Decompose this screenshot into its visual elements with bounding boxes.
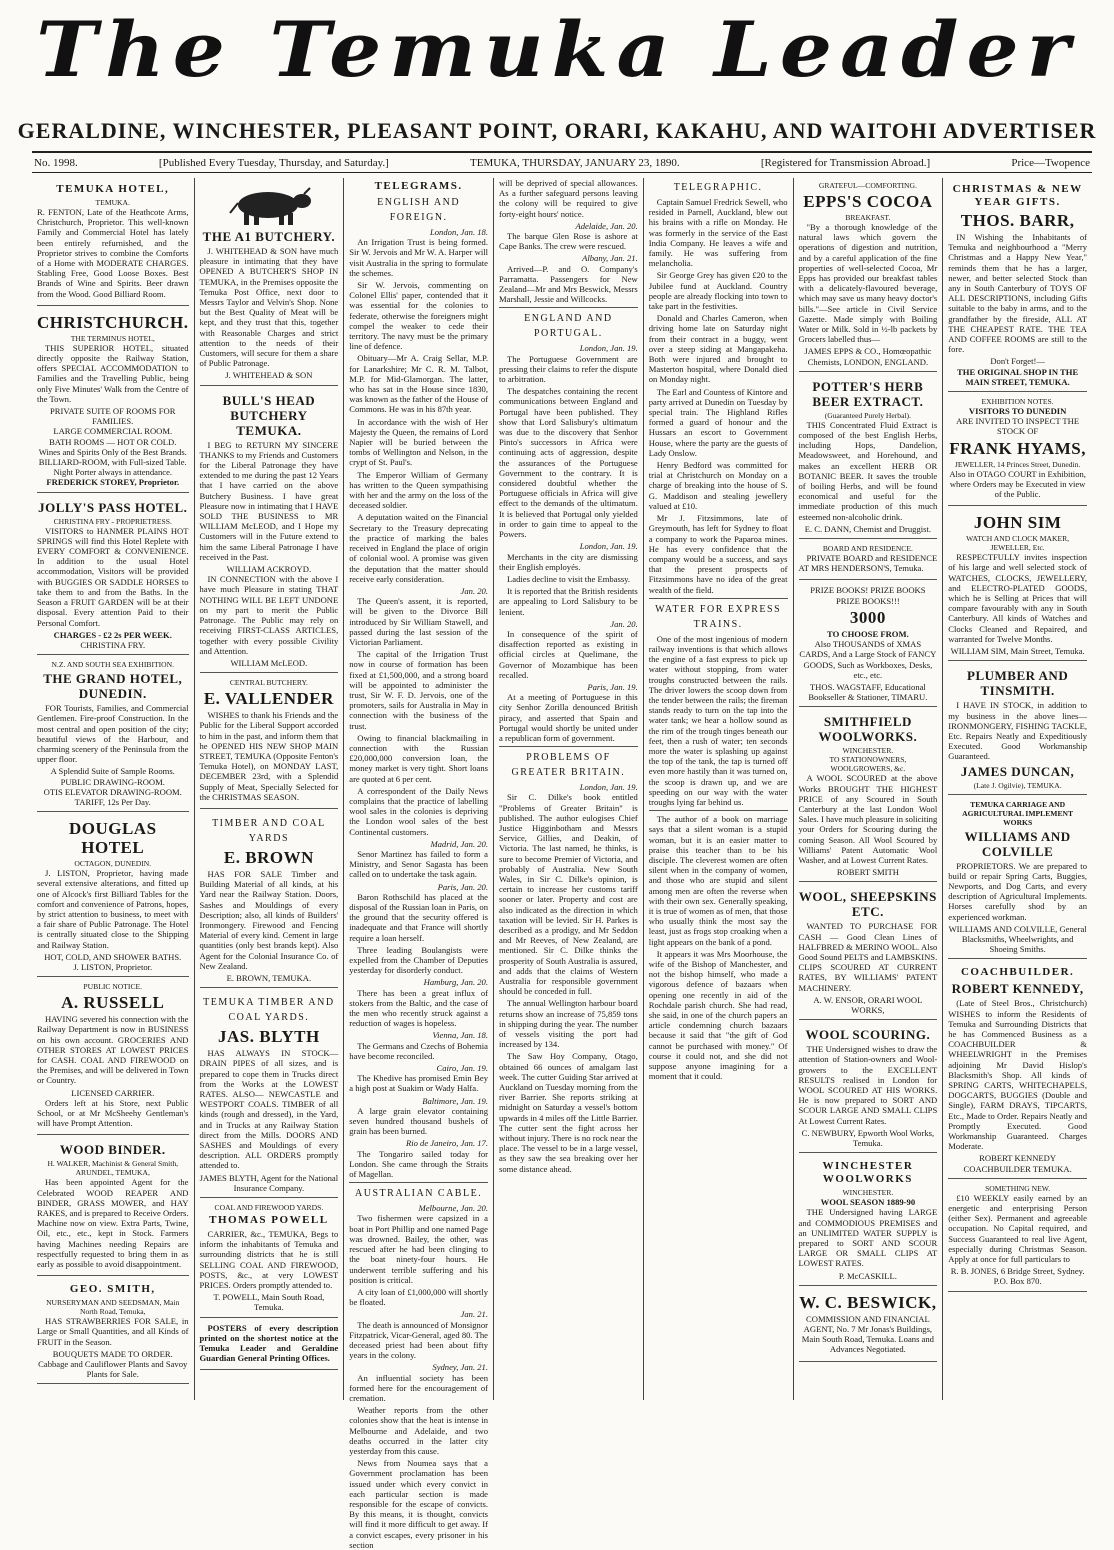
ad-signature: WILLIAMS AND COLVILLE, General Blacksmiths, Wheelwrights, and Shoeing Smiths.	[948, 923, 1087, 955]
ad-signature: C. NEWBURY, Epworth Wool Works, Temuka.	[801, 1127, 935, 1148]
paragraph: Senor Martinez has failed to form a Ministry, and Senor Sagasta has been called on to undertake the task again.	[349, 848, 488, 880]
ad-body: I HAVE IN STOCK, in addition to my business in the above lines—IRONMONGERY, FISHING TACKLE, Etc. Repairs Neatly and Expeditiously Executed. Good Workmanship Guaranteed.	[948, 700, 1087, 762]
ad-signature: E. C. DANN, Chemist and Druggist.	[804, 523, 932, 534]
newspaper-title: The Temuka Leader	[36, 5, 1078, 95]
ad-posters	[200, 1320, 339, 1371]
divider	[349, 1182, 488, 1183]
ad-thomas-powell	[200, 1200, 339, 1318]
paragraph: There has been a great influx of stokers from the Baltic, and the case of the men who recently struck against a reduction of wages is hopeless.	[349, 987, 488, 1029]
paragraph: The barque Glen Rose is ashore at Cape Banks. The crew were rescued.	[499, 231, 638, 252]
ad-robert-kennedy	[948, 961, 1087, 1178]
ad-subtitle: NURSERYMAN AND SEEDSMAN, Main North Road, Temuka,	[46, 1298, 180, 1317]
ad-title: JOLLY'S PASS HOTEL.	[38, 499, 188, 515]
ad-title: JAS. BLYTH	[218, 1027, 320, 1047]
ad-header: CHRISTMAS & NEW YEAR GIFTS.	[952, 183, 1083, 208]
ad-header: PRIZE BOOKS! PRIZE BOOKS PRIZE BOOKS!!!	[810, 585, 926, 606]
paragraph: Merchants in the city are dismissing their English employés.	[499, 551, 638, 572]
ad-board-residence	[799, 541, 938, 580]
ad-title: JOHN SIM	[973, 513, 1062, 533]
divider	[499, 307, 638, 308]
ad-header: COACHBUILDER.	[960, 966, 1075, 979]
ad-signature: A. W. ENSOR, ORARI WOOL WORKS,	[813, 994, 923, 1015]
ox-illustration-icon	[224, 183, 314, 227]
divider	[649, 810, 788, 811]
ad-body: THIS Concentrated Fluid Extract is composed of the best English Herbs, including Hops, Dandelion, Meadowsweet, and Horehound, and makes an excellent HERB OR BOTANIC BEER. It saves the trouble of boiling Herbs, and will be found economical and useful for the immediate production of this much esteemed non-alcoholic drink.	[798, 419, 938, 522]
ad-body: HAS STRAWBERRIES FOR SALE, in Large or Small Quantities, and all Kinds of FRUIT in the Season.	[37, 1316, 189, 1347]
ad-body: PRIVATE BOARD and RESIDENCE AT MRS HENDERSON'S, Temuka.	[798, 553, 938, 574]
ad-body: WANTED TO PURCHASE FOR CASH — Good Clean Lines of HALFBRED & MERINO WOOL. Also Good Sound PELTS and LAMBSKINS. CLIPS SCOURED AT CURRENT RATES, BY WILLIAMS' PATENT MACHINERY.	[798, 921, 938, 993]
ad-body: J. LISTON, Proprietor, having made several extensive alterations, and fitted up one of Alcock's first Billiard Tables for the comfort and convenience of Patrons, hopes, by strict attention to business, to meet with a fair share of Public Patronage. The Hotel is centrally situated close to the Shipping and Railway Station.	[37, 868, 189, 950]
ad-header: GRATEFUL—COMFORTING.	[818, 181, 917, 190]
ad-title: E. VALLENDER	[203, 689, 334, 709]
paragraph: Sir George Grey has given £20 to the Jubilee fund at Auckland. Country people are already flocking into town to take part in the festivities.	[648, 270, 788, 312]
paragraph: A correspondent of the Daily News complains that the practice of labelling wool sales in the colonies is depriving the London wool sales of the best Continental customers.	[349, 785, 488, 837]
paragraph: Captain Samuel Fredrick Sewell, who resided in Parnell, Auckland, blew out his brains with a rifle on Monday. He was formerly in the service of the East India Company. He leaves a wife and family. He was suffering from melancholia.	[648, 197, 788, 269]
ad-place: TEMUKA.	[95, 198, 130, 207]
dateline: London, Jan. 19.	[579, 541, 638, 552]
ad-body: IN Wishing the Inhabitants of Temuka and neighbourhood a "Merry Christmas and a Happy New Year," reminds them that he has a larger, newer, and better selected Stock than any in South Canterbury of TOYS OF ALL DESCRIPTIONS, including Gifts suitable to the baby in arms, and to the grandfather by the fireside, ALL AT THE CHEAPEST RATE. THE TEA AND COFFEE ROOMS are still to the fore.	[948, 232, 1087, 355]
ad-body: VISITORS to HANMER PLAINS HOT SPRINGS will find this Hotel Replete with EVERY COMFORT & CONVENIENCE. In addition to the usual Hotel accommodation, Visitors will be provided with BUGGIES OR SADDLE HORSES to take them to and from the Baths. In the Season a FRUIT GARDEN will be at their disposal. Every attention Paid to their Personal Comfort.	[37, 525, 189, 628]
ad-wool-scouring	[799, 1022, 938, 1153]
paragraph: One of the most ingenious of modern railway inventions is that which allows the engine of a fast express to pick up water without stopping, from water troughs constructed between the rails. The driver lowers the scoop down from the tender between the rails; the fireman stands ready to turn on the tap into the water tank; we hear a hollow sound as the rim of the trough tinges beneath our feet, then a rush of water; ten seconds more the water is splashing up against the top of the tank, the tap is turned off even more hastily than it was turned on, the scoop is drawn up, and we are speeding on our way with the water troughs lying far behind us.	[648, 633, 788, 807]
ad-signature: R. B. JONES, 6 Bridge Street, Sydney. P.O. Box 870.	[950, 1266, 1085, 1287]
ad-subtitle: (Guaranteed Purely Herbal).	[824, 410, 911, 420]
ad-title: WINCHESTER WOOLWORKS	[822, 1160, 914, 1186]
paragraph: The annual Wellington harbour board returns show an increase of 75,859 tons in shipping during the year. The number of vessels visiting the port had increased by 134.	[499, 998, 638, 1050]
ad-signature: P. McCASKILL.	[838, 1270, 897, 1281]
dateline: London, Jan. 18.	[429, 227, 488, 237]
ad-plumber	[948, 663, 1087, 794]
ad-title: WOOL SCOURING.	[805, 1027, 931, 1043]
newspaper-subtitle: GERALDINE, WINCHESTER, PLEASANT POINT, ORARI, KAKAHU, AND WAITOHI ADVERTISER	[17, 118, 1097, 143]
ad-header: PUBLIC NOTICE.	[83, 982, 143, 992]
paragraph: The Emperor William of Germany has written to the Queen sympathising with her and the army on the loss of the deceased soldier.	[349, 469, 488, 511]
ad-beswick	[799, 1288, 938, 1362]
paragraph: The Germans and Czechs of Bohemia have become reconciled.	[349, 1040, 488, 1061]
paragraph: The death is announced of Monsignor Fitzpatrick, Vicar-General, aged 80. The deceased priest had been about fifty years in the colony.	[349, 1319, 488, 1361]
ad-body: CARRIER, &c., TEMUKA, Begs to inform the inhabitants of Temuka and surrounding districts that he is still SELLING COAL AND FIREWOOD, POSTS, &c., at very LOWEST PRICES. Orders promptly attended to.	[199, 1229, 339, 1291]
ad-signature-note: (Late J. Ogilvie), TEMUKA.	[973, 780, 1062, 790]
paragraph: The capital of the Irrigation Trust now in course of formation has been fixed at £1,500,000, and a strong board will be appointed to administer the trust, Sir W. F. D. Jervois, one of the promoters, sails for Australia in May in connection with the business of the trust.	[349, 649, 488, 731]
ad-body: R. FENTON, Late of the Heathcote Arms, Christchurch, Proprietor. This well-known Family and Commercial Hotel has lately been entirely refurnished, and the Proprietor strives to combine the Comforts of a Home with MODERATE CHARGES. Stabling Free, Good Loose Boxes. Best Brands of Wine and Spirits. Beer drawn from the Wood. Good Billiard Room.	[37, 207, 189, 299]
ad-wool-sheepskins	[799, 884, 938, 1020]
dateline: Paris, Jan. 20.	[437, 881, 488, 892]
dateline: Madrid, Jan. 20.	[430, 838, 488, 849]
ad-smithfield-woolworks	[799, 709, 938, 882]
dateline: Sydney, Jan. 21.	[432, 1362, 488, 1373]
ad-title: THE GRAND HOTEL, DUNEDIN.	[43, 671, 183, 702]
ad-terminus-hotel	[37, 308, 189, 493]
column-4	[494, 178, 644, 1400]
publication-schedule: [Published Every Tuesday, Thursday, and Saturday.]	[158, 156, 389, 169]
ad-grand-hotel	[37, 657, 189, 812]
ad-body: WISHES to thank his Friends and the Public for the Liberal Support accorded to him in the past, and inform them that he OPENED HIS NEW SHOP MAIN STREET, TEMUKA (Opposite Fenton's Temuka Hotel), on MONDAY LAST, DECEMBER 23rd, with a Splendid Supply of Meat, Specially Selected for the CHRISTMAS SEASON.	[199, 710, 339, 802]
ad-title: THOS. BARR,	[960, 211, 1075, 230]
ad-body: Orders left at his Store, next Public School, or at Mr McSheehy Gentleman's will have Prompt Attention.	[37, 1097, 189, 1129]
paragraph: Three leading Boulangists were expelled from the Chamber of Deputies yesterday for disorderly conduct.	[349, 944, 488, 976]
ad-something-new	[948, 1181, 1087, 1292]
ad-line: PRIVATE SUITE OF ROOMS FOR FAMILIES.	[50, 406, 176, 427]
ad-line: PUBLIC DRAWING-ROOM.	[60, 776, 165, 787]
ad-title: E. BROWN	[223, 847, 314, 867]
ad-body: FOR Tourists, Families, and Commercial Gentlemen. Fire-proof Construction. In the most central and open position of the city; beautiful views of the Harbour, and charming scenery of the Peninsula from the upper floor.	[37, 703, 189, 765]
paragraph: An Irrigation Trust is being formed. Sir W. Jervois and Mr W. A. Harper will visit Australia in the spring to formulate the schemes.	[349, 237, 488, 278]
column-7	[943, 178, 1092, 1400]
ad-jollys-pass-hotel	[37, 495, 189, 655]
ad-epps-cocoa	[799, 178, 938, 372]
dateline: Hamburg, Jan. 20.	[423, 977, 488, 988]
paragraph: The Saw Hoy Company, Otago, obtained 66 ounces of amalgam last week. The cutter Guiding Star arrived at Auckland on Tuesday morning from the river Barrier. She reports striking at midnight on Saturday a vessel's bottom upwards in 4 miles off the Little Barrier. The cutter sent the fight across her without injury. There is no rock near the place. The vessel to be in a large vessel, as they saw the sea breaking over her some distance ahead.	[499, 1051, 638, 1174]
ad-title: EPPS'S COCOA	[803, 192, 933, 211]
column-1	[32, 178, 195, 1400]
ad-place: WINCHESTER.	[842, 1188, 894, 1198]
paragraph: It is reported that the British residents are appealing to Lord Salisbury to be lenient.	[499, 586, 638, 617]
price: Price—Twopence	[1011, 156, 1090, 169]
ad-title: DOUGLAS HOTEL	[68, 819, 157, 858]
dateline: Cairo, Jan. 19.	[436, 1063, 488, 1074]
ad-body: THIS SUPERIOR HOTEL, situated directly opposite the Railway Station, offers SPECIAL ACCOMMODATION to Families and the Travelling Public, being only Five Minutes' Walk from the Centre of the Town.	[37, 342, 189, 404]
ad-header: TEMUKA TIMBER AND COAL YARDS.	[203, 997, 335, 1024]
ad-place: OCTAGON, DUNEDIN.	[74, 859, 152, 869]
ad-subtitle: H. WALKER, Machinist & General Smith, ARUNDEL, TEMUKA,	[47, 1159, 179, 1178]
dateline: Rio de Janeiro, Jan. 17.	[405, 1138, 488, 1149]
ad-body: A WOOL SCOURED at the above Works BROUGHT THE HIGHEST PRICE of any Scoured in South Canterbury at the last London Wool Sales. I have much pleasure in soliciting your Orders for Scouring during the coming Season. All Wool Scoured by Williams' Patent Automatic Wool Washer, and at Lowest Current Rates.	[798, 773, 938, 865]
ad-title: POTTER'S HERB BEER EXTRACT.	[812, 378, 924, 409]
ad-line: Wines and Spirits Only of the Best Brands.	[38, 446, 187, 457]
paragraph: At a meeting of Portuguese in this city Senhor Zorilla denounced British piracy, and asserted that Spain and Portugal would shortly be united under a republican form of government.	[499, 692, 638, 743]
column-6	[794, 178, 944, 1400]
ad-signature: ROBERT SMITH	[836, 867, 899, 878]
ad-header: TEMUKA CARRIAGE AND AGRICULTURAL IMPLEMENT WORKS	[962, 799, 1074, 827]
paragraph: In consequence of the spirit of disaffection reported as existing in official circles at Quelimane, the Governor of Mozambique has been recalled.	[499, 628, 638, 680]
ad-place: WINCHESTER.	[842, 746, 894, 756]
ad-signature: JAMES BLYTH, Agent for the National Insurance Company.	[199, 1172, 339, 1193]
ad-subtitle: CHRISTINA FRY - PROPRIETRESS.	[53, 516, 172, 526]
ad-frank-hyams	[948, 394, 1087, 506]
ad-line: BATH ROOMS — HOT OR COLD.	[49, 436, 177, 447]
ad-thos-barr	[948, 178, 1087, 392]
ad-title: WOOL, SHEEPSKINS ETC.	[798, 889, 937, 920]
ad-subtitle: TO STATIONOWNERS, WOOLGROWERS, &c.	[829, 755, 907, 774]
dateline: Vienna, Jan. 18.	[432, 1030, 488, 1041]
ad-title: WILLIAMS AND COLVILLE	[964, 828, 1071, 859]
paragraph: A city loan of £1,000,000 will shortly be floated.	[349, 1286, 488, 1308]
ad-bulls-head-butchery	[200, 388, 339, 673]
ad-body: IN CONNECTION with the above I have much Pleasure in stating THAT NOTHING WILL BE LEFT UNDONE on my part to merit the Public Patronage. The Public may rely on receiving FIRST-CLASS ARTICLES, together with every possible Civility and Attention.	[199, 574, 339, 656]
ad-title: TEMUKA HOTEL,	[56, 183, 170, 195]
issue-dateline: TEMUKA, THURSDAY, JANUARY 23, 1890.	[470, 156, 680, 169]
section-subheading: AUSTRALIAN CABLE.	[355, 1188, 483, 1200]
paragraph: The Earl and Countess of Kintore and party arrived at Dunedin on Tuesday by special train. The Highland Rifles formed a guard of honour and the Hussars an escort to Government House, where the party are the guests of Lady Onslow.	[648, 386, 788, 458]
ad-header: SOMETHING NEW.	[985, 1183, 1051, 1193]
paragraph: Sir C. Dilke's book entitled "Problems of Greater Britain" is published. The author eulogises Chief Justice Higginbotham and Messrs Service, Gillies, and Deakin, of Victoria. The last named, he thinks, is sure to become Premier of Victoria, and probably of Australia. New South Wales, in Sir C. Dilke's opinion, is certain to increase her customs tariff sooner or later. Property and cost are also indicated as the direction in which taxation will be levied. Sir H. Parkes is described as a prodigy, and Mr Seddon and Mr Reeves, of New Zealand, are mentioned. Sir C. Dilke thinks the prosperity of South Australia is assured, and adds that the claims of Western Australia for responsible government should be conceded in full.	[499, 792, 638, 997]
paragraph: The Portuguese Government are pressing their claims to refer the dispute to arbitration.	[499, 353, 638, 385]
ad-jas-blyth	[200, 990, 339, 1198]
ad-title: CHRISTCHURCH.	[37, 312, 189, 332]
ad-signature: WILLIAM McLEOD.	[230, 657, 308, 668]
paragraph: The Khedive has promised Emin Bey a high post at Suakim or Wady Halfa.	[349, 1073, 488, 1094]
ad-subtitle: WOOL SEASON 1889-90	[820, 1197, 916, 1208]
ad-title: 3000	[849, 607, 886, 627]
ad-signature: WILLIAM ACKROYD.	[226, 564, 312, 575]
ad-temuka-hotel	[37, 178, 189, 306]
paragraph: The Queen's assent, it is reported, will be given to the Divorce Bill introduced by Sir William Stawell, and passed during the last session of the Victorian Parliament.	[349, 596, 488, 647]
ad-a1-butchery	[200, 178, 339, 386]
columns	[32, 178, 1092, 1550]
ad-line: LARGE COMMERCIAL ROOM.	[53, 426, 173, 437]
ad-line: TARIFF, 12s Per Day.	[74, 796, 151, 807]
dateline: Adelaide, Jan. 20.	[575, 220, 638, 231]
section-subheading: ENGLAND AND PORTUGAL.	[524, 313, 613, 340]
paragraph: An influential society has been formed here for the encouragement of cremation.	[349, 1372, 488, 1403]
ad-signature: J. LISTON, Proprietor.	[73, 961, 153, 972]
ad-header: BOARD AND RESIDENCE.	[822, 544, 913, 554]
ad-john-sim	[948, 508, 1087, 661]
ad-signature: T. POWELL, Main South Road, Temuka.	[213, 1292, 325, 1313]
ad-subtitle: VISITORS TO DUNEDIN	[968, 406, 1067, 417]
paragraph: The despatches containing the recent communications between England and Portugal have been published. They show that Lord Salisbury's ultimatum was due to the discovery that Senhor Pinto's successors in Africa were continuing acts of aggression, despite the assurances of the Portuguese Government to the contrary. It is considered doubtful whether the Portuguese officials in Africa will give effect to the demands of the ultimatum. It is believed that Portugal only yielded in order to gain time to appeal to the Powers.	[499, 386, 638, 540]
ad-line: OTIS ELEVATOR DRAWING-ROOM.	[43, 786, 182, 797]
ad-winchester-woolworks	[799, 1155, 938, 1286]
dateline: London, Jan. 19.	[579, 782, 638, 793]
ad-header: COAL AND FIREWOOD YARDS.	[214, 1203, 324, 1213]
ad-prize-books	[799, 582, 938, 707]
paragraph: will be deprived of special allowances. As a further safeguard persons leaving the colony will be required to give forty-eight hours' notice.	[499, 178, 638, 219]
section-subheading: ENGLISH AND FOREIGN.	[377, 197, 461, 223]
ad-body: £10 WEEKLY easily earned by an energetic and enterprising Person (either Sex). Permanent and agreeable occupation. No Capital required, and Success Guaranteed to real live Agent, especially during Christmas Season. Apply at once for full particulars to	[948, 1192, 1087, 1265]
ad-header: TIMBER AND COAL YARDS	[212, 817, 326, 844]
ad-signature: WILLIAM SIM, Main Street, Temuka.	[950, 646, 1085, 657]
ad-subtitle: THE TERMINUS HOTEL,	[70, 333, 155, 343]
section-subheading: WATER FOR EXPRESS TRAINS.	[655, 603, 782, 630]
ad-wood-binder	[37, 1137, 189, 1276]
ad-title: BULL'S HEAD BUTCHERY TEMUKA.	[222, 392, 316, 438]
ad-title: FRANK HYAMS,	[949, 438, 1086, 458]
divider	[499, 746, 638, 747]
ad-body: COMMISSION AND FINANCIAL AGENT, No. 7 Mr Jonas's Buildings, Main South Road, Temuka. Loans and Advances Negotiated.	[801, 1313, 934, 1355]
ad-douglas-hotel	[37, 814, 189, 977]
ad-title: WOOD BINDER.	[59, 1142, 166, 1158]
paragraph: Owing to financial blackmailing in connection with the Russian £20,000,000 conversion loan, the money market is very tight. Short loans are quoted at 6 per cent.	[349, 732, 488, 784]
dateline: Melbourne, Jan. 20.	[418, 1203, 488, 1214]
ad-subtitle: JEWELLER, 14 Princes Street, Dunedin.	[954, 459, 1081, 469]
ad-body: J. WHITEHEAD & SON have much pleasure in intimating that they have OPENED A BUTCHER'S SHOP IN TEMUKA, in the Premises opposite the Temuka Post Office, next door to Messrs Taylor and Velvin's Shop. None but the Best Quality of Meat will be kept, and they trust that this, together with Reasonable Charges and strict attention to the needs of their Customers, will secure for them a share of Public Patronage.	[199, 246, 339, 369]
ad-signature: THOS. WAGSTAFF, Educational Bookseller & Stationer, TIMARU.	[808, 681, 928, 703]
ad-line: THE ORIGINAL SHOP IN THE MAIN STREET, TEMUKA.	[957, 366, 1079, 387]
ad-body: HAS FOR SALE Timber and Building Material of all kinds, at his Yard near the Railway Station. Doors, Sashes and Mouldings of every Description; also, all kinds of Builders' Ironmongery. Firewood and Fencing Material of every kind. Cement in large quantities (only best brands kept). Also Agent for the Colonial Insurance Co. of New Zealand.	[199, 868, 339, 971]
ad-title: THE A1 BUTCHERY.	[202, 229, 336, 244]
ad-signature: E. BROWN, TEMUKA.	[226, 972, 312, 983]
registration-note: [Registered for Transmission Abroad.]	[760, 156, 931, 169]
paragraph: A deputation waited on the Financial Secretary to the Treasury deprecating the practice of marking the bales received in England the place of origin of colonial wool. A promise was given the deputation that the matter should receive early consideration.	[349, 512, 488, 584]
divider	[649, 598, 788, 599]
column-2	[195, 178, 345, 1400]
paragraph: Weather reports from the other colonies show that the heat is intense in Melbourne and Adelaide, and two deaths occurred in the latter city yesterday from this cause.	[349, 1405, 488, 1456]
dateline: London, Jan. 19.	[579, 343, 638, 354]
ad-signature: JAMES DUNCAN,	[960, 763, 1075, 779]
ad-line: Don't Forget!—	[990, 356, 1045, 367]
dateline: Jan. 20.	[610, 618, 638, 629]
paragraph: Henry Bedford was committed for trial at Christchurch on Monday on a charge of breaking into the house of S. G. Maddison and stealing jewellery valued at £10.	[648, 460, 788, 511]
ad-title: A. RUSSELL	[61, 993, 165, 1013]
ad-header: N.Z. AND SOUTH SEA EXHIBITION.	[51, 660, 175, 670]
ad-line: Cabbage and Cauliflower Plants and Savoy Plants for Sale.	[38, 1359, 188, 1380]
ad-body: Has been appointed Agent for the Celebrated WOOD REAPER AND BINDER, GRASS MOWER, and HAY RAKES, and is prepared to Receive Orders. Machine now on view. Extra Parts, Twine, Oil, etc., etc., kept in Stock. Farmers having Machines needing Repairs are respectfully requested to bring them in as early as possible to avoid disappointment.	[37, 1177, 189, 1270]
dateline: Jan. 21.	[460, 1309, 488, 1320]
ad-signature: CHRISTINA FRY.	[80, 639, 146, 650]
ad-e-brown	[200, 811, 339, 988]
ad-signature: J. WHITEHEAD & SON	[225, 370, 313, 381]
ad-body: HAVING severed his connection with the Railway Department is now in BUSINESS on his own account. GROCERIES AND OTHER STORES AT LOWEST PRICES for CASH. COAL AND FIREWOOD on the Premises, and will be delivered in Town or Country.	[37, 1014, 189, 1086]
masthead	[0, 0, 1114, 112]
ad-central-butchery	[200, 675, 339, 809]
ad-body: (Late of Steel Bros., Christchurch) WISHES to inform the Residents of Temuka and Surrounding Districts that he has Commenced Business as a COACHBUILDER & WHEELWRIGHT in the Premises adjoining Mr David Hislop's Blacksmith's Shop. All kinds of SPRING CARTS, WHITECHAPELS, DOGCARTS, BUGGIES (Double and Single), FARM DRAYS, TIPCARTS, Etc., Made to Order. Repairs Neatly and Promptly Executed. Good Workmanship Guaranteed. Charges Moderate.	[948, 998, 1087, 1152]
paragraph: Sir W. Jervois, commenting on Colonel Ellis' paper, contended that it was essential for the colonies to federate, otherwise the foreigners might compel the weaker to cede their territory. The navy must be the primary line of defence.	[349, 280, 488, 352]
column-5	[644, 178, 794, 1400]
dateline: Paris, Jan. 19.	[587, 681, 638, 692]
ad-body: I BEG to RETURN MY SINCERE THANKS to my Friends and Customers for the Liberal Patronage they have extended to me during the past 12 Years that I have carried on the above Butchery Business. I have great Pleasure now in intimating that I HAVE SOLD THE BUSINESS to MR WILLIAM McLEOD, and I Hope my Customers will in the Future extend to him the same Liberal Patronage I have received in the Past.	[199, 439, 339, 562]
ad-line: BILLIARD-ROOM, with Full-sized Table. Night Porter always in attendance.	[38, 457, 187, 478]
ad-title: W. C. BESWICK,	[799, 1292, 937, 1312]
paragraph: Ladies decline to visit the Embassy.	[507, 573, 631, 584]
ad-body: ARE INVITED TO INSPECT THE STOCK OF	[956, 416, 1080, 437]
dateline: Jan. 20.	[460, 585, 488, 596]
issue-number: No. 1998.	[34, 156, 78, 169]
paragraph: Obituary—Mr A. Craig Sellar, M.P. for Lanarkshire; Mr C. R. M. Talbot, M.P. for Mid-Glamorgan. The latter, who has sat in the House since 1830, was known as the father of the House of Commons. He was in his 87th year.	[349, 353, 488, 415]
ad-line: A Splendid Suite of Sample Rooms.	[50, 766, 175, 777]
ad-subtitle: TO CHOOSE FROM.	[827, 628, 909, 639]
ad-body: RESPECTFULLY invites inspection of his large and well selected stock of WATCHES, CLOCKS, JEWELLERY, and ELECTRO-PLATED GOODS, which he is Selling at Prices that will compare favourably with any in South Canterbury. All kinds of Watches and Clocks Cleaned and Repaired, and warranted for Twelve Months.	[948, 552, 1087, 644]
ad-line: LICENSED CARRIER.	[71, 1087, 155, 1098]
paragraph: The Tongariro sailed today for London. She came through the Straits of Magellan.	[349, 1148, 488, 1180]
paragraph: Two fishermen were capsized in a boat in Port Phillip and one named Page was drowned. Bailey, the other, was rescued after he had been clinging to the boat ninety-four hours. He underwent terrible suffering and his position is critical.	[349, 1213, 488, 1285]
ad-body: THE Undersigned having LARGE and COMMODIOUS PREMISES and an UNLIMITED WATER SUPPLY is prepared to SORT AND SCOUR LARGE OR SMALL CLIPS AT LOWEST RATES.	[798, 1207, 938, 1269]
dateline: Baltimore, Jan. 19.	[422, 1095, 488, 1106]
issue-info-bar	[32, 151, 1092, 173]
ad-russell	[37, 979, 189, 1135]
dateline: Albany, Jan. 21.	[582, 253, 638, 264]
ad-title: ROBERT KENNEDY,	[951, 981, 1084, 997]
ad-body: HAS ALWAYS IN STOCK— DRAIN PIPES of all sizes, and is prepared to cope them in Trucks direct from the Works at the LOWEST RATES. ALSO— NEWCASTLE and WESTPORT COALS. TIMBER of all kinds (rough and dressed), in the Yard, and in Trucks at any Railway Station direct from the Mills. DOORS AND SASHES and Mouldings of every description. ALL ORDERS promptly attended to.	[199, 1048, 339, 1171]
ad-body: Also in OTAGO COURT in Exhibition, where Orders may be Executed in view of the Public.	[949, 468, 1086, 500]
ad-williams-colville	[948, 797, 1087, 960]
ad-title: SMITHFIELD WOOLWORKS.	[818, 714, 918, 745]
ad-title: THOMAS POWELL	[209, 1214, 329, 1227]
ad-signature: FREDERICK STOREY, Proprietor.	[46, 477, 180, 488]
paragraph: News from Noumea says that a Government proclamation has been issued under which every convict in each particular section is made responsible for the escape of convicts. By this means, it is thought, convicts will find it more difficult to get away. If a convict escapes, every prisoner in his section	[349, 1458, 488, 1550]
ad-body: "By a thorough knowledge of the natural laws which govern the operations of digestion and nutrition, and by a careful application of the fine properties of well-selected Cocoa, Mr Epps has provided our breakfast tables with a delicately-flavoured beverage, which may save us many heavy doctor's bills."—See article in Civil Service Gazette. Made simply with Boiling Water or Milk. Sold in ½-lb packets by Grocers labelled thus—	[798, 222, 938, 345]
ad-header: CENTRAL BUTCHERY.	[229, 678, 308, 688]
ad-subtitle: WATCH AND CLOCK MAKER, JEWELLER, Etc.	[966, 534, 1070, 553]
ad-header: EXHIBITION NOTES.	[981, 397, 1054, 407]
ad-title: PLUMBER AND TINSMITH.	[967, 668, 1069, 699]
ad-line: BOUQUETS MADE TO ORDER.	[52, 1348, 173, 1359]
ad-geo-smith	[37, 1278, 189, 1384]
paragraph: Baron Rothschild has placed at the disposal of the Russian loan in Paris, on the ground that the security offered is inadequate and that France will shortly require a loan herself.	[349, 891, 488, 943]
ad-line: CHARGES - £2 2s PER WEEK.	[53, 629, 172, 640]
ad-line: HOT, COLD, AND SHOWER BATHS.	[44, 951, 182, 962]
column-3	[344, 178, 494, 1550]
paragraph: The author of a book on marriage says that a silent woman is a stupid woman, but it is an easier matter to praise this teacher than to be his disciple. The cleverest women are often silent when in the company of women, and those who are stupid and silent among men are often the reverse when with their own sex. Generally speaking, it is true of women as of men, that those who usually think the most say the least, just as frogs stop croaking when a light appears on the bank of a pond.	[648, 814, 788, 947]
section-heading: TELEGRAMS.	[374, 180, 463, 192]
paragraph: A large grain elevator containing seven hundred thousand bushels of grain has been burned.	[349, 1105, 488, 1137]
section-subheading: PROBLEMS OF GREATER BRITAIN.	[511, 752, 626, 779]
ad-subtitle: BREAKFAST.	[845, 213, 891, 222]
ad-title: GEO. SMITH,	[69, 1283, 156, 1296]
ad-potters-herb-beer	[799, 374, 938, 539]
paragraph: It appears it was Mrs Moorhouse, the wife of the Bishop of Manchester, and not the bishop himself, who made a vigorous defence of bazaars when opening one recently in aid of the Rochdale parish church. She had read, she said, in one of the church papers an article condemning church bazaars because it said that "the gift of God cannot be purchased with money." Of course it could not, and she did not suppose anyone imagining for a moment that it could.	[648, 948, 788, 1082]
section-heading: TELEGRAPHIC.	[673, 182, 763, 193]
paragraph: In accordance with the wish of Her Majesty the Queen, the remains of Lord Napier will be buried between the tombs of Wellington and Nelson, in the crypt of St. Paul's.	[349, 416, 488, 468]
paragraph: Arrived—P. and O. Company's Parramatta. Passengers for New Zealand—Mr and Mrs Beswick, Messrs Marshall, Jessie and Willcocks.	[499, 263, 638, 305]
paragraph: Donald and Charles Cameron, when driving home late on Saturday night from their contract in a buggy, went over a steep siding at Mangapakeha. Both were injured and brought to Masterton hospital, where Donald died on Monday night.	[648, 313, 788, 385]
ad-signature: ROBERT KENNEDY COACHBUILDER TEMUKA.	[963, 1153, 1072, 1174]
ad-body: PROPRIETORS. We are prepared to build or repair Spring Carts, Buggies, Newports, and Dog Carts, and every description of Agricultural Implements. Horses carefully shod by an experienced workman.	[948, 860, 1087, 922]
paragraph: Mr J. Fitzsimmons, late of Greymouth, has left for Sydney to float a company to work the Paparoa mines. He has every confidence that the company would be a success, and says that the present prospects of Fitzsimmons have no idea of the great wealth of the field.	[648, 513, 788, 595]
ad-body: THE Undersigned wishes to draw the attention of Station-owners and Wool-growers to the EXCELLENT RESULTS realised in London for WOOL SCOURED AT HIS WORKS. He is now prepared to SORT AND SCOUR LARGE AND SMALL CLIPS At Lowest Current Rates.	[798, 1044, 938, 1126]
ad-body: POSTERS of every description printed on the shortest notice at the Temuka Leader and Geraldine Guardian General Printing Offices.	[199, 1322, 339, 1364]
ad-body: Also THOUSANDS of XMAS CARDS, And a Large Stock of FANCY GOODS, Such as Workboxes, Desks, etc., etc.	[799, 639, 937, 680]
ad-signature: JAMES EPPS & CO., Homœopathic Chemists, LONDON, ENGLAND.	[804, 346, 932, 367]
